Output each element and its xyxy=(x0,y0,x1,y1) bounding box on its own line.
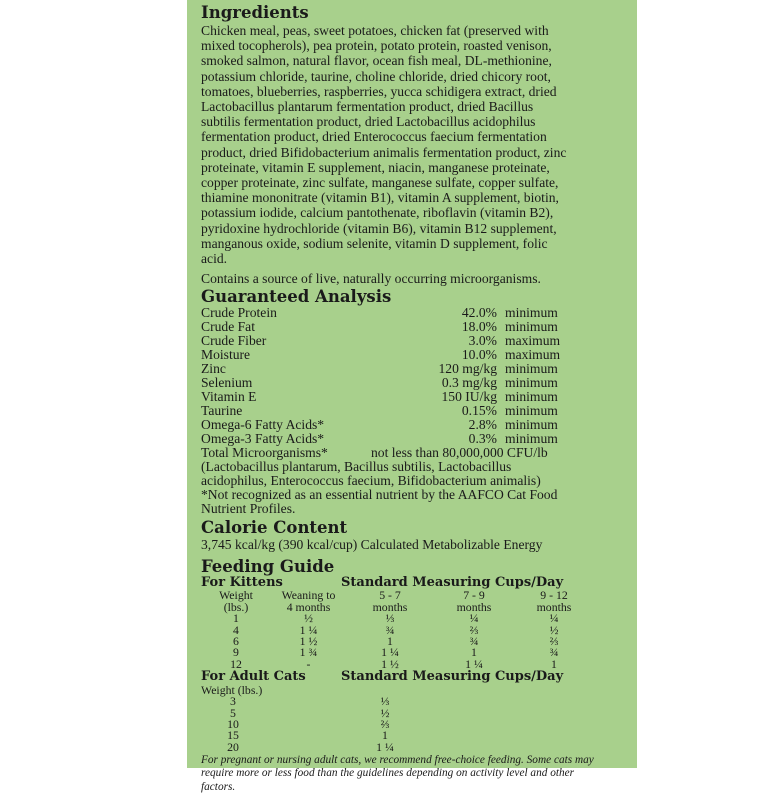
nutrient-value: not less than 80,000,000 CFU/lb xyxy=(371,444,548,460)
table-row xyxy=(201,334,584,348)
kittens-feeding-table xyxy=(201,590,594,670)
table-cell: ⅔ xyxy=(469,622,479,637)
nutrient-value: 0.15% xyxy=(461,402,497,418)
table-row xyxy=(201,362,584,376)
table-cell: 10 xyxy=(227,716,239,731)
table-cell: ⅔ xyxy=(380,716,390,731)
column-header: months xyxy=(456,599,492,614)
table-row xyxy=(201,390,584,404)
adult-weight-label: Weight (lbs.) xyxy=(201,683,263,698)
nutrient-value: 10.0% xyxy=(461,347,497,363)
table-cell: 1 xyxy=(233,611,239,626)
feeding-footnote: For pregnant or nursing adult cats, we recommend free-choice feeding. Some cats may require more or less food than the guidelines depending on activity level and other factors. xyxy=(201,754,594,793)
nutrient-name: Crude Fiber xyxy=(201,333,267,349)
table-cell: 1 ½ xyxy=(381,656,399,671)
table-cell: 15 xyxy=(227,728,239,743)
column-header: 7 - 9 xyxy=(463,588,485,603)
column-header: (lbs.) xyxy=(223,599,249,614)
calorie-content-title: Calorie Content xyxy=(201,518,348,538)
table-cell: - xyxy=(306,656,311,671)
nutrient-value: 0.3 mg/kg xyxy=(441,374,497,390)
guaranteed-analysis-title: Guaranteed Analysis xyxy=(201,287,392,307)
table-cell: 20 xyxy=(227,739,239,754)
table-cell: ¼ xyxy=(549,611,559,626)
adults-label: For Adult Cats xyxy=(201,669,306,685)
microorganisms-detail: (Lactobacillus plantarum, Bacillus subtilis, Lactobacillus acidophilus, Enterococcus faecium, Bifidobacterium animalis) xyxy=(201,458,541,488)
table-cell: ¾ xyxy=(385,622,395,637)
nutrient-value: 0.3% xyxy=(468,430,497,446)
nutrient-name: Omega-3 Fatty Acids* xyxy=(201,430,325,446)
table-row xyxy=(201,625,594,636)
adults-header xyxy=(201,670,627,684)
kittens-header xyxy=(201,576,627,590)
table-cell: ½ xyxy=(549,622,559,637)
table-cell: 1 ½ xyxy=(299,633,318,648)
table-cell: 1 ¾ xyxy=(299,645,318,660)
table-cell: 5 xyxy=(230,705,236,720)
nutrient-qualifier: minimum xyxy=(505,374,558,390)
table-cell: 9 xyxy=(233,645,239,660)
table-row xyxy=(201,432,584,446)
ingredients-text: Chicken meal, peas, sweet potatoes, chicken fat (preserved with mixed tocopherols), pea protein, potato protein, roasted venison, smoked salmon, natural flavor, ocean fish meal, DL-methionine, potassium chloride, taurine, choline chloride, dried chicory root, tomatoes, blueberries, raspberries, yucca schidigera extract, dried Lactobacillus plantarum fermentation product, dried Bacillus subtilis fermentation product, dried Lactobacillus acidophilus fermentation product, dried Enterococcus faecium fermentation product, dried Bifidobacterium animalis fermentation product, zinc proteinate, vitamin E supplement, niacin, manganese proteinate, copper proteinate, zinc sulfate, manganese sulfate, copper sulfate, thiamine mononitrate (vitamin B1), vitamin A supplement, biotin, potassium iodide, calcium pantothenate, riboflavin (vitamin B2), pyridoxine hydrochloride (vitamin B6), vitamin B12 supplement, manganous oxide, sodium selenite, vitamin D supplement, folic acid. xyxy=(201,23,567,267)
nutrient-name: Omega-6 Fatty Acids* xyxy=(201,416,325,432)
nutrient-name: Total Microorganisms* xyxy=(201,444,328,460)
nutrient-value: 150 IU/kg xyxy=(441,388,497,404)
nutrient-qualifier: maximum xyxy=(505,347,561,363)
table-cell: 1 xyxy=(387,633,393,648)
nutrient-name: Selenium xyxy=(201,374,253,390)
table-row xyxy=(201,404,584,418)
table-cell: 3 xyxy=(230,694,236,709)
table-row xyxy=(201,418,584,432)
table-row xyxy=(201,708,505,719)
nutrient-name: Vitamin E xyxy=(201,388,257,404)
nutrient-name: Taurine xyxy=(201,402,243,418)
microorganisms-note: Contains a source of live, naturally occurring microorganisms. xyxy=(201,271,541,287)
table-cell: ¼ xyxy=(469,611,479,626)
nutrient-name: Zinc xyxy=(201,361,226,377)
calorie-content-text: 3,745 kcal/kg (390 kcal/cup) Calculated Metabolizable Energy xyxy=(201,537,543,553)
nutrient-qualifier: minimum xyxy=(505,319,558,335)
guaranteed-analysis-table xyxy=(201,306,584,459)
table-cell: ⅓ xyxy=(385,611,395,626)
table-cell: ¾ xyxy=(549,645,559,660)
ingredients-title: Ingredients xyxy=(201,3,309,22)
table-cell: 1 ¼ xyxy=(376,739,394,754)
nutrient-qualifier: minimum xyxy=(505,305,558,321)
adults-feeding-table xyxy=(201,696,505,753)
nutrient-value: 2.8% xyxy=(468,416,497,432)
table-cell: 1 xyxy=(471,645,477,660)
table-cell: ⅓ xyxy=(380,694,390,709)
column-header: 5 - 7 xyxy=(379,588,401,603)
nutrient-qualifier: minimum xyxy=(505,402,558,418)
nutrient-value: 42.0% xyxy=(461,305,497,321)
label-content xyxy=(201,4,627,794)
aafco-footnote: *Not recognized as an essential nutrient by the AAFCO Cat Food Nutrient Profiles. xyxy=(201,486,558,517)
table-row xyxy=(201,446,584,460)
adults-measure-label: Standard Measuring Cups/Day xyxy=(341,669,564,685)
nutrient-qualifier: minimum xyxy=(505,416,558,432)
nutrient-qualifier: minimum xyxy=(505,361,558,377)
column-header: 4 months xyxy=(286,599,331,614)
column-header: months xyxy=(536,599,572,614)
nutrient-name: Crude Fat xyxy=(201,319,255,335)
table-row xyxy=(201,320,584,334)
table-cell: ⅔ xyxy=(549,633,559,648)
table-header-row xyxy=(201,602,594,613)
kittens-measure-label: Standard Measuring Cups/Day xyxy=(341,575,564,591)
table-cell: 1 ¼ xyxy=(381,645,399,660)
feeding-guide-title: Feeding Guide xyxy=(201,557,335,577)
nutrient-qualifier: maximum xyxy=(505,333,561,349)
column-header: Weight xyxy=(219,588,253,603)
column-header: months xyxy=(372,599,408,614)
table-row xyxy=(201,730,505,741)
nutrient-name: Crude Protein xyxy=(201,305,277,321)
table-cell: ½ xyxy=(304,611,313,626)
table-row xyxy=(201,306,584,320)
nutrient-qualifier: minimum xyxy=(505,388,558,404)
table-row xyxy=(201,719,505,730)
nutrient-name: Moisture xyxy=(201,347,251,363)
label-panel xyxy=(187,0,637,793)
nutrient-value: 120 mg/kg xyxy=(438,361,497,377)
table-cell: 1 ¼ xyxy=(299,622,318,637)
table-cell: 1 ¼ xyxy=(465,656,483,671)
table-row xyxy=(201,376,584,390)
table-cell: ½ xyxy=(380,705,390,720)
nutrient-qualifier: minimum xyxy=(505,430,558,446)
table-cell: 1 xyxy=(382,728,388,743)
column-header: 9 - 12 xyxy=(540,588,568,603)
column-header: Weaning to xyxy=(281,588,336,603)
table-cell: 6 xyxy=(233,633,239,648)
table-cell: 12 xyxy=(230,656,242,671)
nutrient-value: 3.0% xyxy=(468,333,497,349)
kittens-label: For Kittens xyxy=(201,575,283,591)
table-cell: ¾ xyxy=(469,633,479,648)
table-row xyxy=(201,348,584,362)
table-row xyxy=(201,613,594,624)
table-cell: 4 xyxy=(233,622,239,637)
table-row xyxy=(201,696,505,707)
nutrient-value: 18.0% xyxy=(461,319,497,335)
table-cell: 1 xyxy=(551,656,557,671)
table-row xyxy=(201,742,505,753)
